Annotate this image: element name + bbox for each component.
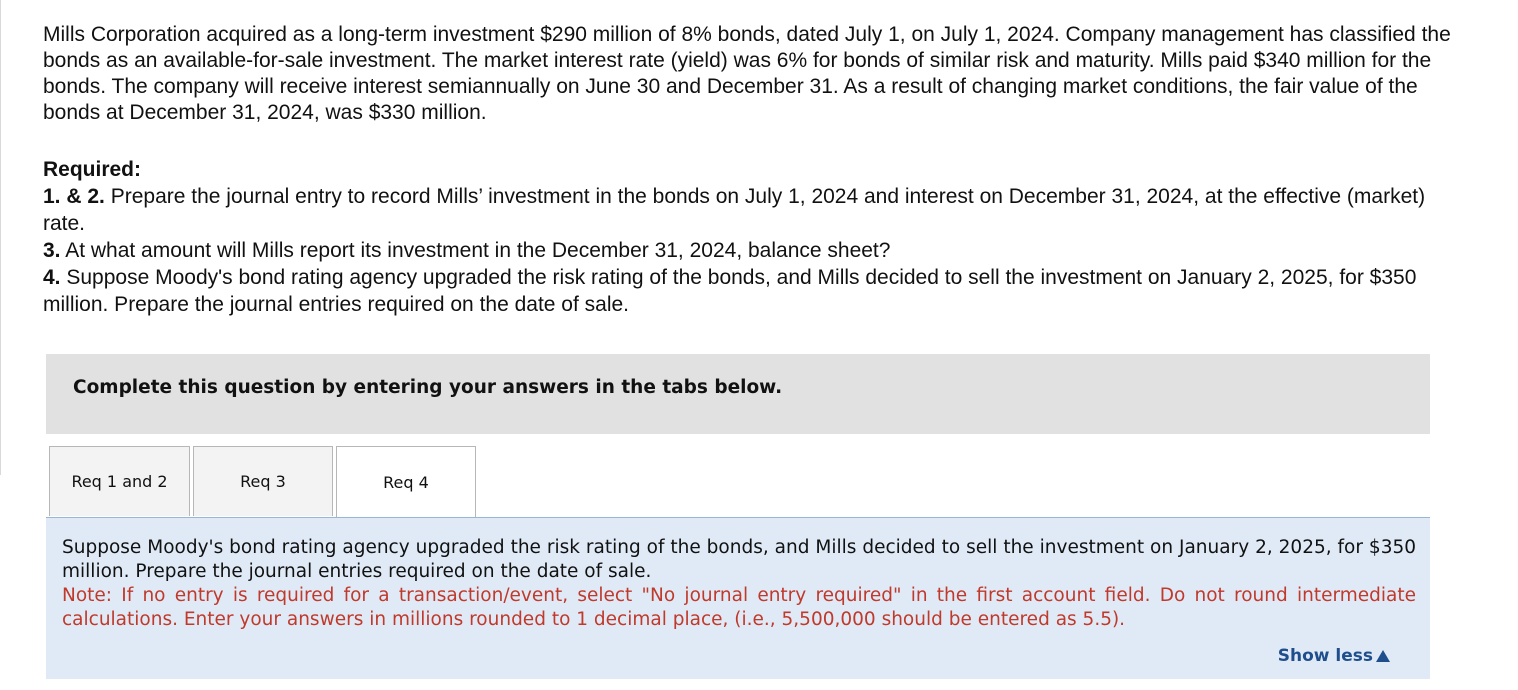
required-item-4	[43, 264, 1463, 318]
panel-note: Note: If no entry is required for a transaction/event, select "No journal entry required" in the first account field. Do not round intermediate calculations. Enter your answers in millions rounded to 1 decimal place, (i.e., 5,500,000 should be entered as 5.5).	[62, 585, 1416, 630]
banner-text: Complete this question by entering your answers in the tabs below.	[73, 377, 783, 398]
tab-req-3[interactable]: Req 3	[193, 446, 333, 516]
required-item-text: At what amount will Mills report its investment in the December 31, 2024, balance sheet?	[60, 239, 891, 262]
left-divider	[0, 0, 1, 475]
instructions-banner	[46, 354, 1430, 434]
panel-instruction: Suppose Moody's bond rating agency upgraded the risk rating of the bonds, and Mills decided to sell the investment on January 2, 2025, for $350 million. Prepare the journal entries required on the date of sale.	[62, 537, 1416, 582]
req-4-panel	[46, 517, 1430, 679]
required-item-number: 4.	[43, 266, 61, 289]
required-item-number: 1. & 2.	[43, 185, 105, 208]
show-less-label: Show less	[1277, 646, 1373, 666]
tab-req-4[interactable]: Req 4	[336, 446, 476, 518]
triangle-up-icon	[1376, 650, 1390, 662]
required-item-1-2	[43, 183, 1463, 237]
required-item-3	[43, 237, 1463, 264]
required-item-text: Suppose Moody's bond rating agency upgraded the risk rating of the bonds, and Mills decided to sell the investment on January 2, 2025, for $350 million. Prepare the journal entries required on the date of sale.	[43, 266, 1417, 316]
required-item-text: Prepare the journal entry to record Mills’ investment in the bonds on July 1, 2024 and interest on December 31, 2024, at the effective (market) rate.	[43, 185, 1426, 235]
show-less-link[interactable]	[1278, 646, 1390, 666]
tab-req-1-and-2[interactable]: Req 1 and 2	[49, 446, 190, 516]
required-title: Required:	[43, 158, 142, 181]
required-section	[43, 156, 1463, 318]
required-item-number: 3.	[43, 239, 61, 262]
question-intro: Mills Corporation acquired as a long-term investment $290 million of 8% bonds, dated July 1, on July 1, 2024. Company management has classified the bonds as an available-for-sale investment. The market interest rate (yield) was 6% for bonds of similar risk and maturity. Mills paid $340 million for the bonds. The company will receive interest semiannually on June 30 and December 31. As a result of changing market conditions, the fair value of the bonds at December 31, 2024, was $330 million.	[43, 23, 1451, 124]
